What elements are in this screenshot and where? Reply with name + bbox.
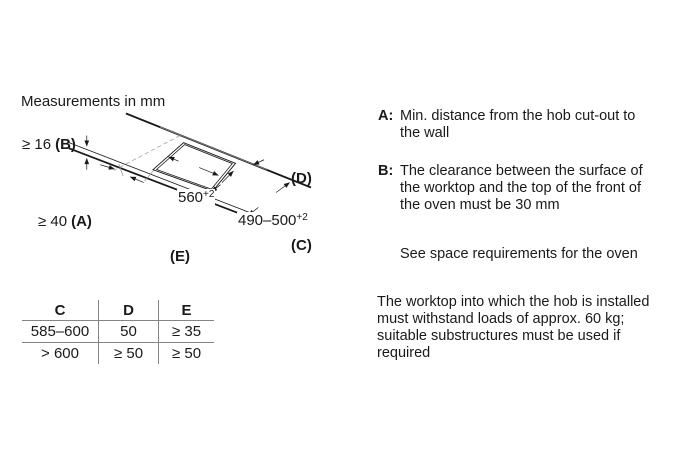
dim-a-label: ≥ 40 (A) bbox=[38, 213, 92, 230]
dim-e-label: (E) bbox=[170, 248, 190, 265]
table-cell: ≥ 50 bbox=[159, 343, 215, 365]
dim-c-label: (C) bbox=[291, 237, 312, 254]
front-edge-bottom-line bbox=[69, 148, 259, 221]
table-header-e: E bbox=[159, 300, 215, 321]
dim-b-label: ≥ 16 (B) bbox=[22, 136, 76, 153]
note-line: must withstand loads of approx. 60 kg; bbox=[377, 311, 625, 327]
dimension-table bbox=[22, 300, 214, 364]
dim-d-label: (D) bbox=[291, 170, 312, 187]
table-cell: 585–600 bbox=[22, 321, 99, 343]
note-load bbox=[377, 294, 649, 362]
table-row bbox=[22, 321, 214, 343]
table-cell: 50 bbox=[99, 321, 159, 343]
note-line: The clearance between the surface of bbox=[400, 163, 643, 179]
note-line: Min. distance from the hob cut-out to bbox=[400, 108, 636, 124]
table-cell: > 600 bbox=[41, 345, 79, 362]
table-cell: ≥ 50 bbox=[99, 343, 159, 365]
note-a-label: A: bbox=[378, 108, 394, 124]
note-line: the oven must be 30 mm bbox=[400, 197, 560, 213]
page-title: Measurements in mm bbox=[21, 93, 166, 110]
dim-c-arrows bbox=[248, 183, 289, 216]
note-see-space: See space requirements for the oven bbox=[400, 246, 638, 262]
note-line: the worktop and the top of the front of bbox=[400, 180, 642, 196]
table-header-c: C bbox=[22, 300, 99, 321]
dim-depth-label: $490-500^{+2}$ bbox=[238, 212, 308, 229]
note-line: the wall bbox=[400, 125, 450, 141]
table-header-row bbox=[22, 300, 214, 321]
note-b bbox=[378, 163, 643, 214]
table-row bbox=[22, 343, 214, 365]
note-line: The worktop into which the hob is installed bbox=[377, 294, 650, 310]
note-a bbox=[378, 108, 635, 142]
note-line: suitable substructures must be used if bbox=[377, 328, 621, 344]
note-line: required bbox=[377, 345, 431, 361]
table-cell: ≥ 35 bbox=[159, 321, 215, 343]
dim-width-label: $560^{+2}$ bbox=[178, 189, 215, 206]
note-b-label: B: bbox=[378, 163, 394, 179]
dim-d-arrow bbox=[253, 160, 264, 165]
table-header-d: D bbox=[99, 300, 159, 321]
front-edge-top-line bbox=[69, 143, 257, 216]
cutout-outline bbox=[153, 143, 236, 191]
